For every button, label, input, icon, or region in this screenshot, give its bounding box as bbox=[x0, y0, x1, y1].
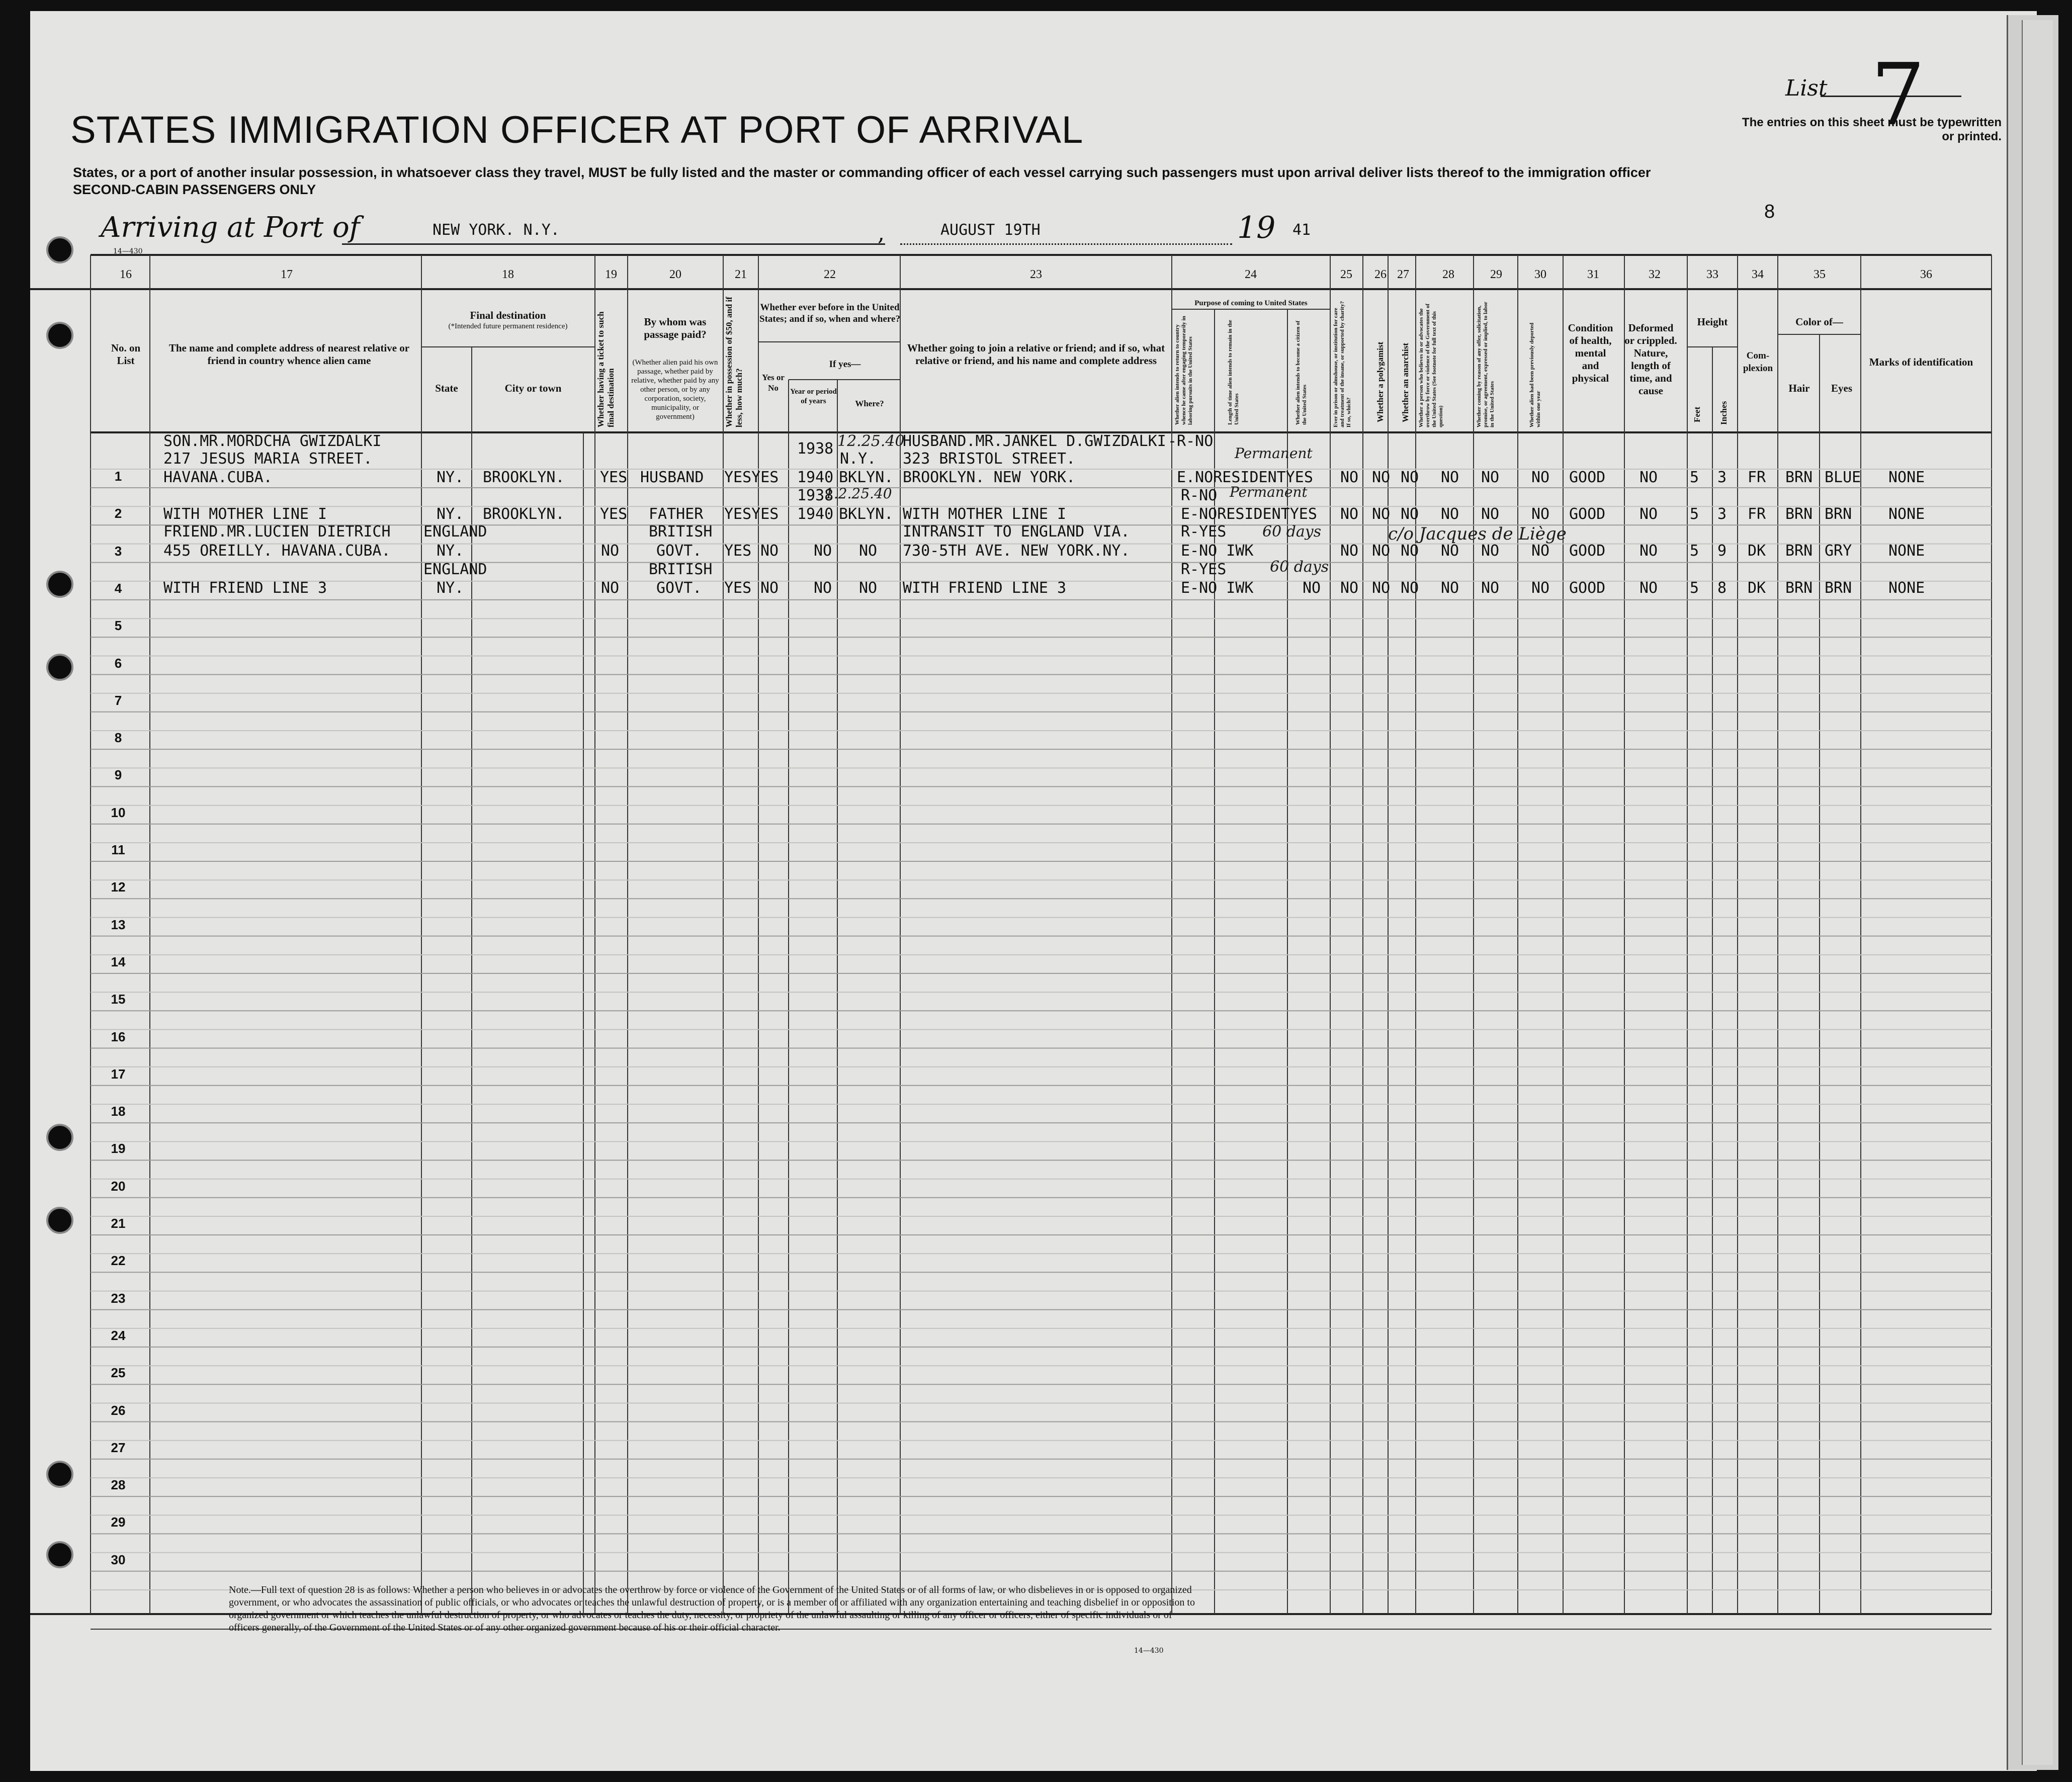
q28: NO bbox=[1441, 469, 1459, 486]
complexion: DK bbox=[1748, 579, 1766, 597]
handwritten-purpose: Permanent bbox=[1230, 484, 1308, 500]
header-where: Where? bbox=[855, 399, 884, 408]
handwritten-purpose: 60 days bbox=[1262, 523, 1322, 541]
hair: BRN bbox=[1785, 505, 1813, 523]
where: BKLYN. bbox=[839, 469, 894, 486]
header-hair: Hair bbox=[1788, 382, 1810, 394]
marks: NONE bbox=[1888, 469, 1925, 486]
health: GOOD bbox=[1569, 579, 1606, 597]
purpose-bottom: E-NO IWK bbox=[1181, 579, 1254, 597]
state: NY. bbox=[437, 579, 464, 597]
header-relative-address: The name and complete address of nearest relative or friend in country whence alien came bbox=[168, 342, 410, 367]
form-code: 14—430 bbox=[1134, 1647, 1164, 1655]
purpose-bottom: E.NORESIDENTYES bbox=[1177, 469, 1313, 486]
date-value: AUGUST 19TH bbox=[940, 221, 1041, 239]
relative-line-2: 217 JESUS MARIA STREET. bbox=[163, 450, 373, 468]
column-number: 21 bbox=[735, 268, 747, 281]
year: 1940 bbox=[797, 505, 834, 523]
complexion: FR bbox=[1748, 505, 1766, 523]
row-number: 25 bbox=[111, 1365, 126, 1381]
city: BROOKLYN. bbox=[483, 505, 565, 523]
join-line-3: BROOKLYN. NEW YORK. bbox=[903, 469, 1076, 486]
row-number: 28 bbox=[111, 1477, 126, 1493]
where: N.Y. bbox=[840, 450, 877, 468]
column-number: 26 bbox=[1374, 268, 1387, 281]
column-number: 30 bbox=[1534, 268, 1546, 281]
inches: 3 bbox=[1717, 469, 1727, 486]
header-final-destination: Final destination bbox=[470, 309, 546, 321]
header-state: State bbox=[435, 382, 458, 394]
purpose-top: R-YES bbox=[1181, 561, 1227, 578]
year: 1940 bbox=[797, 469, 834, 486]
feet: 5 bbox=[1690, 579, 1699, 597]
row-number: 21 bbox=[111, 1216, 126, 1231]
row-number: 11 bbox=[111, 842, 125, 857]
where: NO bbox=[859, 542, 878, 560]
page-number: 8 bbox=[1764, 201, 1775, 222]
header-year-period: Year or period of years bbox=[790, 388, 837, 405]
join-line-2: 323 BRISTOL STREET. bbox=[903, 450, 1076, 468]
header-fifty-dollars: Whether in possession of $50, and if less, how much? bbox=[724, 297, 744, 427]
complexion: FR bbox=[1748, 469, 1766, 486]
row-number: 9 bbox=[114, 767, 122, 783]
polygamist: NO bbox=[1372, 469, 1391, 486]
q30: NO bbox=[1531, 542, 1550, 560]
header-purpose-b: Length of time alien intends to remain in the United States bbox=[1227, 320, 1240, 425]
passage-paid: GOVT. bbox=[656, 542, 702, 560]
column-number: 34 bbox=[1752, 268, 1764, 281]
handwritten-date: 1.2.25.40 bbox=[825, 485, 892, 502]
complexion: DK bbox=[1748, 542, 1766, 560]
fifty-dollars: YES bbox=[724, 579, 752, 597]
header-inches: Inches bbox=[1719, 401, 1729, 425]
hair: BRN bbox=[1785, 469, 1813, 486]
header-ticket: Whether having a ticket to such final destination bbox=[596, 311, 616, 427]
header-eyes: Eyes bbox=[1831, 382, 1852, 394]
inches: 8 bbox=[1717, 579, 1727, 597]
row-number: 24 bbox=[111, 1327, 126, 1343]
cabin-class: SECOND-CABIN PASSENGERS ONLY bbox=[73, 182, 316, 197]
row-number: 1 bbox=[114, 469, 122, 484]
relative-line-1: WITH FRIEND LINE 3 bbox=[163, 579, 327, 597]
state: NY. bbox=[437, 505, 464, 523]
row-number: 12 bbox=[111, 879, 126, 895]
year: 1938 bbox=[797, 487, 834, 504]
join-line-2: 730-5TH AVE. NEW YORK.NY. bbox=[903, 542, 1130, 560]
polygamist: NO bbox=[1372, 542, 1391, 560]
join-line-1: INTRANSIT TO ENGLAND VIA. bbox=[903, 523, 1130, 541]
relative-line-1: SON.MR.MORDCHA GWIZDALKI bbox=[163, 432, 382, 450]
inches: 9 bbox=[1717, 542, 1727, 560]
passage-top: BRITISH bbox=[649, 523, 713, 541]
purpose-citizen: NO bbox=[1303, 579, 1321, 597]
header-city: City or town bbox=[504, 382, 562, 394]
form-stamp: 14—430 bbox=[113, 247, 143, 255]
header-polygamist: Whether a polygamist bbox=[1375, 341, 1385, 422]
q28: NO bbox=[1441, 505, 1459, 523]
q30: NO bbox=[1531, 579, 1550, 597]
row-number: 26 bbox=[111, 1402, 126, 1418]
column-number: 33 bbox=[1706, 268, 1718, 281]
q29: NO bbox=[1481, 469, 1500, 486]
state-top: ENGLAND bbox=[423, 561, 487, 578]
ticket: YES bbox=[600, 505, 628, 523]
health: GOOD bbox=[1569, 469, 1606, 486]
row-number: 18 bbox=[111, 1104, 126, 1119]
hair: BRN bbox=[1785, 579, 1813, 597]
eyes: GRY bbox=[1825, 542, 1852, 560]
entries-note: The entries on this sheet must be typewritten or printed. bbox=[1742, 116, 2002, 143]
purpose-top: R-NO bbox=[1181, 487, 1218, 504]
column-number: 35 bbox=[1814, 268, 1826, 281]
column-number: 28 bbox=[1442, 268, 1454, 281]
anarchist: NO bbox=[1401, 579, 1419, 597]
city: BROOKLYN. bbox=[483, 469, 565, 486]
column-number: 16 bbox=[120, 268, 132, 281]
q28: NO bbox=[1441, 542, 1459, 560]
purpose-top: R-YES bbox=[1181, 523, 1227, 541]
header-height: Height bbox=[1697, 316, 1728, 328]
where: NO bbox=[859, 579, 878, 597]
column-number: 18 bbox=[502, 268, 514, 281]
join-line-1: HUSBAND.MR.JANKEL D.GWIZDALKI bbox=[903, 432, 1166, 450]
column-number: 22 bbox=[824, 268, 836, 281]
column-number: 29 bbox=[1490, 268, 1502, 281]
row-number: 16 bbox=[111, 1029, 126, 1044]
passage-paid: HUSBAND bbox=[640, 469, 704, 486]
header-passage-paid-sub: (Whether alien paid his own passage, whether paid by relative, whether paid by any other person, or by any corporation, society, municipality, or government) bbox=[631, 359, 719, 421]
row-number: 3 bbox=[114, 543, 122, 559]
join-line-1: WITH FRIEND LINE 3 bbox=[903, 579, 1067, 597]
list-number: 7 bbox=[1871, 45, 1926, 145]
prison: NO bbox=[1340, 469, 1359, 486]
fifty-dollars: YESYES bbox=[724, 505, 779, 523]
handwritten-purpose: Permanent bbox=[1235, 445, 1313, 462]
anarchist: NO bbox=[1401, 469, 1419, 486]
header-yes-no: Yes or No bbox=[762, 373, 785, 393]
row-number: 7 bbox=[114, 692, 122, 708]
join-line-1: WITH MOTHER LINE I bbox=[903, 505, 1067, 523]
purpose-bottom: E-NORESIDENTYES bbox=[1181, 505, 1317, 523]
feet: 5 bbox=[1690, 505, 1699, 523]
passage-paid: FATHER bbox=[649, 505, 704, 523]
q29: NO bbox=[1481, 505, 1500, 523]
row-number: 14 bbox=[111, 954, 126, 969]
inches: 3 bbox=[1717, 505, 1727, 523]
row-number: 30 bbox=[111, 1552, 126, 1567]
eyes: BLUE bbox=[1825, 469, 1861, 486]
list-label: List bbox=[1785, 75, 1828, 101]
feet: 5 bbox=[1690, 542, 1699, 560]
where: BKLYN. bbox=[839, 505, 894, 523]
year-suffix: 41 bbox=[1292, 221, 1311, 239]
header-prison: Ever in prison or almshouse, or institution for care and treatment of the insane, or supported by charity? If so, which? bbox=[1333, 301, 1352, 427]
handwritten-note: c/o Jacques de Liège bbox=[1388, 524, 1567, 544]
year-prefix: 19 bbox=[1237, 210, 1276, 245]
header-feet: Feet bbox=[1692, 406, 1702, 422]
intro-text: States, or a port of another insular possession, in whatsoever class they travel, MUST be fully listed and the master or commanding officer of each vessel carrying such passengers must upon arrival deliver lists thereof to the immigration officer bbox=[73, 165, 1651, 180]
state-top: ENGLAND bbox=[423, 523, 487, 541]
arriving-label: Arriving at Port of bbox=[101, 211, 360, 244]
page-title: STATES IMMIGRATION OFFICER AT PORT OF ARRIVAL bbox=[70, 109, 1084, 151]
column-number: 17 bbox=[281, 268, 293, 281]
year: NO bbox=[814, 542, 832, 560]
footnote: Note.—Full text of question 28 is as follows: Whether a person who believes in or advocates the overthrow by force or violence of the Government of the United States or of all forms of law, or who disbelieves in or is opposed to organized government, or who advocates the assassination of public officials, or who advocates or teaches the unlawful destruction of property, or is a member of or affiliated with any organization entertaining and teaching disbelief in or opposition to organized government or which teaches the unlawful destruction of property, or who advocates or teaches the duty, necessity, or propriety of the unlawful assaulting or killing of any officer or officers, either of specific individuals or of officers generally, of the Government of the United States or of any other organized government because of his or their official character. bbox=[229, 1584, 1195, 1633]
row-number: 10 bbox=[111, 805, 126, 820]
before-in-us: NO bbox=[760, 542, 779, 560]
q29: NO bbox=[1481, 542, 1500, 560]
health: GOOD bbox=[1569, 505, 1606, 523]
column-number: 36 bbox=[1920, 268, 1932, 281]
header-if-yes: If yes— bbox=[829, 359, 861, 370]
deformed: NO bbox=[1639, 505, 1658, 523]
port-value: NEW YORK. N.Y. bbox=[433, 221, 560, 239]
header-complexion: Com-plexion bbox=[1743, 350, 1773, 374]
prison: NO bbox=[1340, 542, 1359, 560]
header-q29: Whether coming by reason of any offer, solicitation, promise, or agreement, expressed or implied, to labor in the United States bbox=[1476, 302, 1495, 427]
row-number: 8 bbox=[114, 730, 122, 746]
row-number: 27 bbox=[111, 1440, 126, 1455]
header-purpose: Purpose of coming to United States bbox=[1194, 299, 1308, 307]
year: NO bbox=[814, 579, 832, 597]
header-q30: Whether alien had been previously deported within one year bbox=[1529, 322, 1541, 427]
header-no-on-list: No. on List bbox=[111, 342, 141, 367]
purpose-bottom: E-NO IWK bbox=[1181, 542, 1254, 560]
eyes: BRN bbox=[1825, 579, 1852, 597]
handwritten-date: 12.25.40 bbox=[837, 432, 905, 450]
header-joining: Whether going to join a relative or friend; and if so, what relative or friend, and his name and complete address bbox=[907, 342, 1165, 367]
row-number: 20 bbox=[111, 1178, 126, 1194]
before-in-us: NO bbox=[760, 579, 779, 597]
polygamist: NO bbox=[1372, 505, 1391, 523]
header-final-destination-sub: (*Intended future permanent residence) bbox=[448, 322, 568, 330]
header-color-of: Color of— bbox=[1795, 316, 1843, 328]
row-number: 15 bbox=[111, 992, 126, 1007]
ticket: NO bbox=[601, 542, 620, 560]
q30: NO bbox=[1531, 469, 1550, 486]
handwritten-purpose: 60 days bbox=[1270, 558, 1329, 576]
q30: NO bbox=[1531, 505, 1550, 523]
health: GOOD bbox=[1569, 542, 1606, 560]
prison: NO bbox=[1340, 579, 1359, 597]
column-number: 23 bbox=[1030, 268, 1042, 281]
relative-line-2: 455 OREILLY. HAVANA.CUBA. bbox=[163, 542, 391, 560]
deformed: NO bbox=[1639, 542, 1658, 560]
header-deformed: Deformed or crippled. Nature, length of time, and cause bbox=[1624, 322, 1677, 397]
row-number: 2 bbox=[114, 506, 122, 521]
deformed: NO bbox=[1639, 469, 1658, 486]
column-number: 31 bbox=[1587, 268, 1599, 281]
q29: NO bbox=[1481, 579, 1500, 597]
column-number: 20 bbox=[669, 268, 681, 281]
prison: NO bbox=[1340, 505, 1359, 523]
anarchist: NO bbox=[1401, 505, 1419, 523]
relative-line-3: HAVANA.CUBA. bbox=[163, 469, 273, 486]
column-number: 32 bbox=[1649, 268, 1661, 281]
marks: NONE bbox=[1888, 505, 1925, 523]
row-number: 5 bbox=[114, 618, 122, 634]
relative-line-1: FRIEND.MR.LUCIEN DIETRICH bbox=[163, 523, 391, 541]
fifty-dollars: YES bbox=[724, 542, 752, 560]
passage-top: BRITISH bbox=[649, 561, 713, 578]
header-passage-paid: By whom was passage paid? bbox=[644, 316, 707, 340]
header-health: Condition of health, mental and physical bbox=[1568, 322, 1613, 384]
column-number: 25 bbox=[1340, 268, 1352, 281]
relative-line-1: WITH MOTHER LINE I bbox=[163, 505, 327, 523]
state: NY. bbox=[437, 542, 464, 560]
hair: BRN bbox=[1785, 542, 1813, 560]
feet: 5 bbox=[1690, 469, 1699, 486]
ticket: YES bbox=[600, 469, 628, 486]
column-number: 19 bbox=[605, 268, 617, 281]
fifty-dollars: YESYES bbox=[724, 469, 779, 486]
row-number: 13 bbox=[111, 917, 126, 932]
polygamist: NO bbox=[1372, 579, 1391, 597]
header-purpose-c: Whether alien intends to become a citizen of the United States bbox=[1295, 320, 1308, 425]
deformed: NO bbox=[1639, 579, 1658, 597]
header-anarchist: Whether an anarchist bbox=[1401, 342, 1410, 422]
comma: , bbox=[878, 220, 885, 246]
year: 1938 bbox=[797, 440, 834, 458]
row-number: 22 bbox=[111, 1253, 126, 1269]
ticket: NO bbox=[601, 579, 620, 597]
row-number: 19 bbox=[111, 1141, 126, 1156]
marks: NONE bbox=[1888, 579, 1925, 597]
row-number: 6 bbox=[114, 655, 122, 671]
row-number: 17 bbox=[111, 1066, 126, 1082]
passage-paid: GOVT. bbox=[656, 579, 702, 597]
header-q28: Whether a person who believes in or advocates the overthrow by force or violence of the Government of the United States (See footnote for full text of this question) bbox=[1418, 303, 1444, 427]
row-number: 23 bbox=[111, 1290, 126, 1306]
header-before-in-us: Whether ever before in the United States; and if so, when and where? bbox=[759, 302, 900, 324]
row-number: 4 bbox=[114, 580, 122, 596]
row-number: 29 bbox=[111, 1514, 126, 1530]
purpose-top: -R-NO bbox=[1168, 432, 1214, 450]
state: NY. bbox=[437, 469, 464, 486]
eyes: BRN bbox=[1825, 505, 1852, 523]
column-number: 27 bbox=[1397, 268, 1409, 281]
anarchist: NO bbox=[1401, 542, 1419, 560]
header-marks: Marks of identification bbox=[1869, 356, 1973, 368]
marks: NONE bbox=[1888, 542, 1925, 560]
q28: NO bbox=[1441, 579, 1459, 597]
column-number: 24 bbox=[1245, 268, 1257, 281]
header-purpose-a: Whether alien intends to return to country whence he came after engaging temporarily in laboring pursuits in the United States bbox=[1174, 316, 1193, 425]
